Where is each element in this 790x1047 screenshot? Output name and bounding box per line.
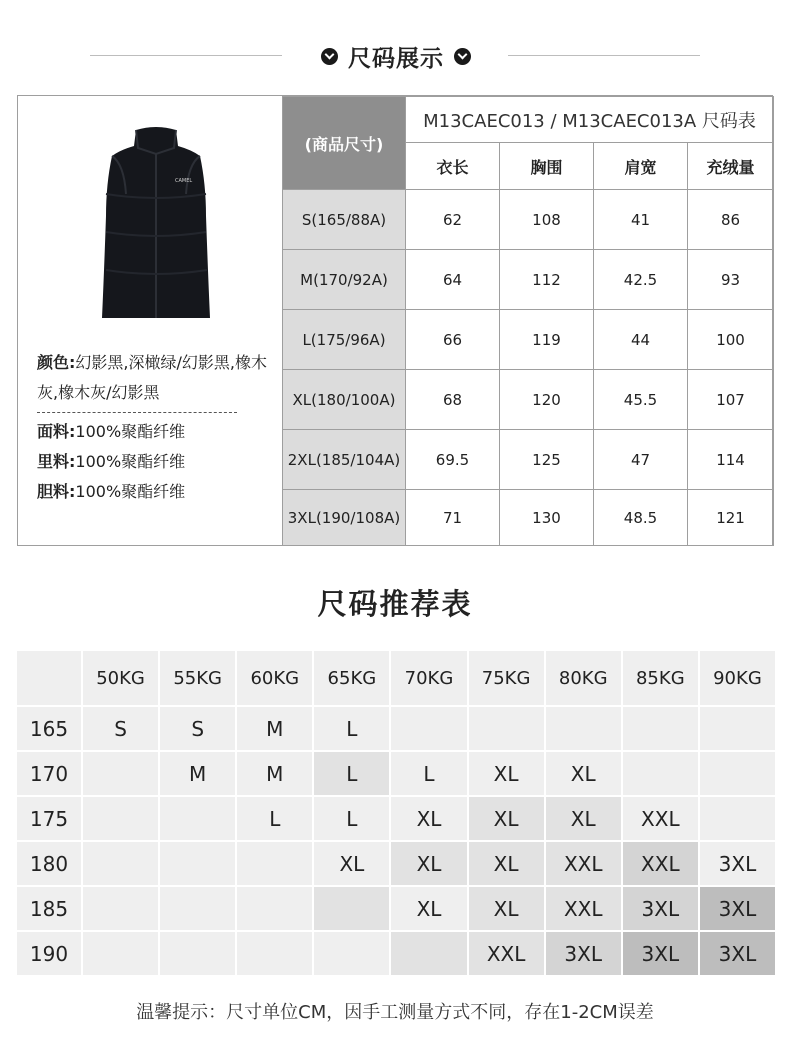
weight-header: 60KG [237, 651, 312, 705]
rec-cell: L [314, 752, 389, 795]
rec-cell [237, 887, 312, 930]
value-cell: 62 [406, 190, 500, 250]
table-row [283, 490, 774, 546]
value-cell: 121 [688, 490, 774, 546]
rec-cell: XXL [623, 842, 698, 885]
rec-cell: XL [469, 887, 544, 930]
rec-cell: XL [391, 842, 466, 885]
rec-cell [160, 932, 235, 975]
rec-cell [391, 707, 466, 750]
table-row [17, 752, 775, 795]
rec-cell [160, 842, 235, 885]
footer-tip: 温馨提示：尺寸单位CM，因手工测量方式不同，存在1-2CM误差 [136, 1002, 654, 1023]
weight-header: 90KG [700, 651, 775, 705]
size-cell: 3XL(190/108A) [283, 490, 406, 546]
value-cell: 64 [406, 250, 500, 310]
check-circle-icon [321, 48, 338, 65]
rec-cell [623, 752, 698, 795]
value-cell: 71 [406, 490, 500, 546]
lining-label: 里料: [37, 452, 76, 471]
value-cell: 66 [406, 310, 500, 370]
size-recommend-table [15, 649, 777, 977]
table-row [283, 190, 774, 250]
rec-cell: M [160, 752, 235, 795]
table-row [283, 430, 774, 490]
value-cell: 107 [688, 370, 774, 430]
size-cell: S(165/88A) [283, 190, 406, 250]
fabric-value: 100%聚酯纤维 [75, 422, 186, 441]
product-panel [18, 96, 282, 545]
rec-cell: 3XL [700, 887, 775, 930]
height-cell: 175 [17, 797, 81, 840]
rec-cell: S [160, 707, 235, 750]
column-header: 肩宽 [594, 143, 688, 190]
color-info [37, 348, 277, 408]
rec-cell: L [237, 797, 312, 840]
weight-header: 50KG [83, 651, 158, 705]
rec-cell: XXL [469, 932, 544, 975]
value-cell: 119 [500, 310, 594, 370]
fabric-label: 面料: [37, 422, 76, 441]
rec-cell: L [391, 752, 466, 795]
weight-header: 55KG [160, 651, 235, 705]
size-cell: M(170/92A) [283, 250, 406, 310]
color-value: 幻影黑,深橄绿/幻影黑,橡木灰,橡木灰/幻影黑 [37, 353, 267, 402]
table-row [283, 310, 774, 370]
rec-cell: XL [391, 887, 466, 930]
rec-cell [83, 797, 158, 840]
value-cell: 130 [500, 490, 594, 546]
weight-header: 75KG [469, 651, 544, 705]
rec-cell [314, 887, 389, 930]
value-cell: 114 [688, 430, 774, 490]
product-info [37, 348, 277, 507]
size-cell: L(175/96A) [283, 310, 406, 370]
rec-cell [700, 797, 775, 840]
filling-value: 100%聚酯纤维 [75, 482, 186, 501]
value-cell: 68 [406, 370, 500, 430]
table-row [17, 797, 775, 840]
filling-label: 胆料: [37, 482, 76, 501]
rec-cell: S [83, 707, 158, 750]
vest-image [94, 124, 218, 324]
fabric-info [37, 417, 277, 447]
color-label: 颜色: [37, 353, 76, 372]
column-header: 胸围 [500, 143, 594, 190]
value-cell: 120 [500, 370, 594, 430]
rec-cell: XL [314, 842, 389, 885]
rec-cell [700, 752, 775, 795]
rec-cell: XL [546, 797, 621, 840]
weight-header: 80KG [546, 651, 621, 705]
value-cell: 69.5 [406, 430, 500, 490]
rec-cell [314, 932, 389, 975]
rec-cell: 3XL [700, 932, 775, 975]
rec-cell [83, 752, 158, 795]
rec-cell: L [314, 707, 389, 750]
corner-cell [17, 651, 81, 705]
column-header: 充绒量 [688, 143, 774, 190]
value-cell: 93 [688, 250, 774, 310]
value-cell: 125 [500, 430, 594, 490]
logo-text: CAMEL [175, 178, 193, 184]
size-cell: XL(180/100A) [283, 370, 406, 430]
lining-info [37, 447, 277, 477]
rec-cell: XXL [546, 887, 621, 930]
rec-cell [391, 932, 466, 975]
divider-right [508, 55, 700, 56]
value-cell: 108 [500, 190, 594, 250]
table-row [283, 370, 774, 430]
table-row [17, 707, 775, 750]
rec-cell [160, 887, 235, 930]
value-cell: 112 [500, 250, 594, 310]
rec-cell: L [314, 797, 389, 840]
weight-header: 85KG [623, 651, 698, 705]
rec-cell [700, 707, 775, 750]
weight-header-row [17, 651, 775, 705]
rec-cell: XL [469, 752, 544, 795]
rec-cell [469, 707, 544, 750]
column-header: 衣长 [406, 143, 500, 190]
table-row [17, 887, 775, 930]
section-header [0, 30, 790, 80]
rec-cell: M [237, 752, 312, 795]
value-cell: 47 [594, 430, 688, 490]
value-cell: 44 [594, 310, 688, 370]
value-cell: 100 [688, 310, 774, 370]
height-cell: 185 [17, 887, 81, 930]
recommend-title: 尺码推荐表 [317, 587, 473, 621]
height-cell: 180 [17, 842, 81, 885]
value-cell: 42.5 [594, 250, 688, 310]
rec-cell: 3XL [546, 932, 621, 975]
height-cell: 190 [17, 932, 81, 975]
rec-cell [237, 842, 312, 885]
rec-cell [237, 932, 312, 975]
rec-cell: 3XL [623, 887, 698, 930]
dashed-divider [37, 412, 237, 413]
rec-cell [83, 842, 158, 885]
size-cell: 2XL(185/104A) [283, 430, 406, 490]
table-row [283, 250, 774, 310]
section-title: 尺码展示 [348, 45, 444, 72]
size-display-box [17, 95, 773, 546]
rec-cell: XL [546, 752, 621, 795]
value-cell: 48.5 [594, 490, 688, 546]
rec-cell: XL [391, 797, 466, 840]
lining-value: 100%聚酯纤维 [75, 452, 186, 471]
rec-cell: M [237, 707, 312, 750]
table-corner: (商品尺寸) [283, 97, 406, 190]
value-cell: 41 [594, 190, 688, 250]
table-row [17, 842, 775, 885]
rec-cell: 3XL [700, 842, 775, 885]
value-cell: 86 [688, 190, 774, 250]
height-cell: 165 [17, 707, 81, 750]
height-cell: 170 [17, 752, 81, 795]
table-row [17, 932, 775, 975]
value-cell: 45.5 [594, 370, 688, 430]
weight-header: 70KG [391, 651, 466, 705]
rec-cell [623, 707, 698, 750]
rec-cell [83, 932, 158, 975]
size-spec-table [282, 96, 774, 546]
check-circle-icon [454, 48, 471, 65]
weight-header: 65KG [314, 651, 389, 705]
rec-cell: XL [469, 797, 544, 840]
rec-cell: XL [469, 842, 544, 885]
divider-left [90, 55, 282, 56]
filling-info [37, 477, 277, 507]
header-title-group [308, 38, 484, 74]
rec-cell [546, 707, 621, 750]
rec-cell [83, 887, 158, 930]
rec-cell [160, 797, 235, 840]
rec-cell: 3XL [623, 932, 698, 975]
rec-cell: XXL [546, 842, 621, 885]
model-title: M13CAEC013 / M13CAEC013A 尺码表 [406, 97, 774, 143]
rec-cell: XXL [623, 797, 698, 840]
